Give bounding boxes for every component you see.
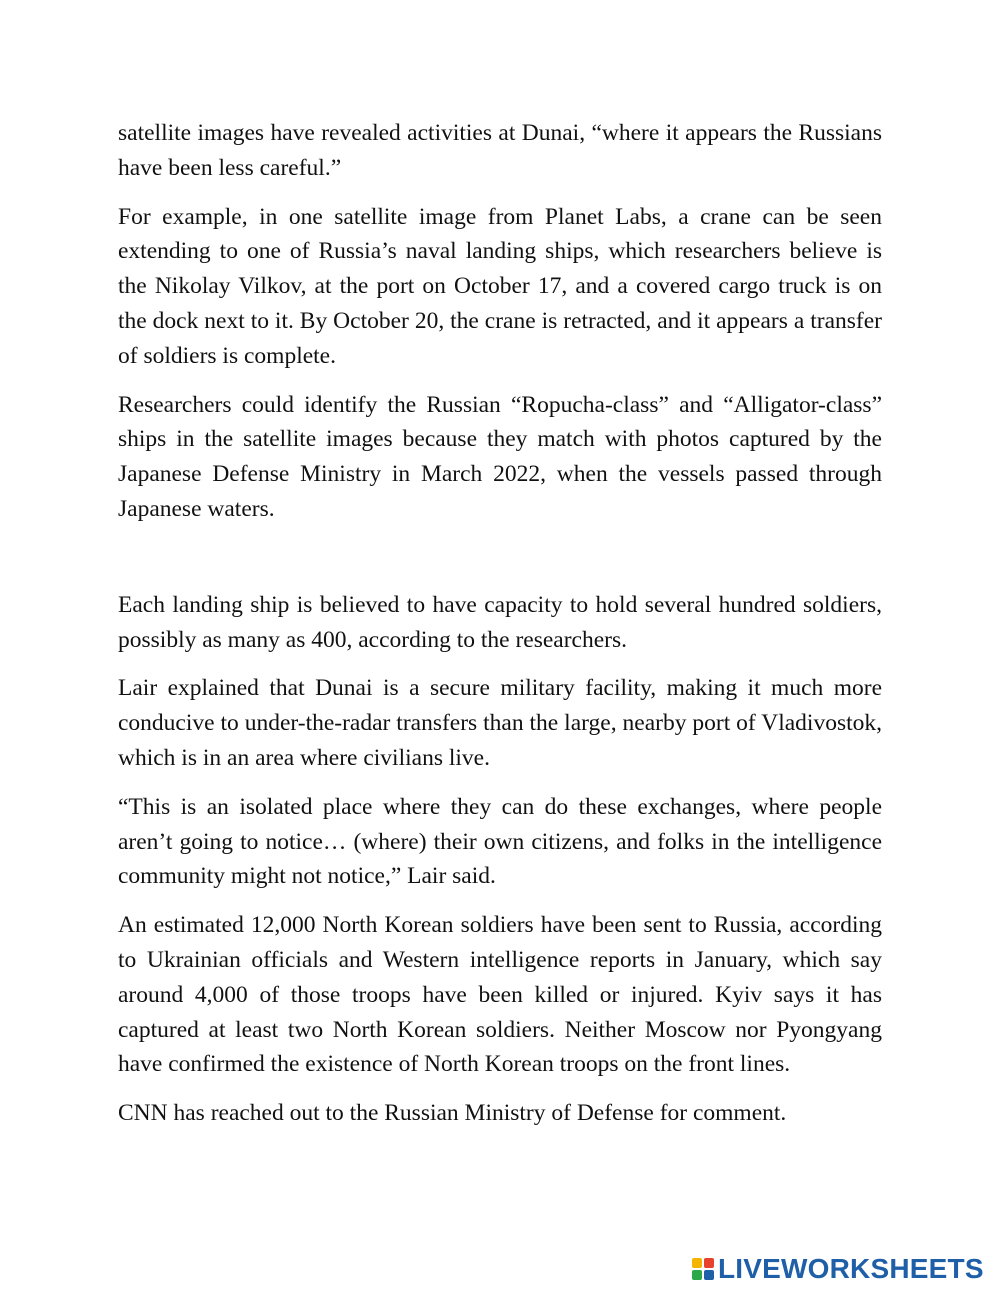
- logo-square-blue: [704, 1270, 714, 1280]
- paragraph: Lair explained that Dunai is a secure military facility, making it much more conducive to under-the-radar transfers than the large, nearby port of Vladivostok, which is in an area where civilians live.: [118, 675, 882, 771]
- section-gap: [118, 541, 882, 588]
- logo-square-green: [692, 1270, 702, 1280]
- paragraph: For example, in one satellite image from Planet Labs, a crane can be seen extending to one of Russia’s naval landing ships, which researchers believe is the Nikolay Vilkov, at the port on October 17, and a covered cargo truck is on the dock next to it. By October 20, the crane is retracted, and it appears a transfer of soldiers is complete.: [118, 203, 882, 369]
- paragraph: An estimated 12,000 North Korean soldiers have been sent to Russia, according to Ukrainian officials and Western intelligence reports in January, which say around 4,000 of those troops have been killed or injured. Kyiv says it has captured at least two North Korean soldiers. Neither Moscow nor Pyongyang have confirmed the existence of North Korean troops on the front lines.: [118, 912, 882, 1078]
- paragraph: satellite images have revealed activities at Dunai, “where it appears the Russians have been less careful.”: [118, 120, 882, 181]
- liveworksheets-logo-icon: [692, 1258, 714, 1280]
- logo-text: LIVEWORKSHEETS: [718, 1253, 984, 1284]
- paragraph: “This is an isolated place where they can do these exchanges, where people aren’t going to notice… (where) their own citizens, and folks in the intelligence community might not notice,” Lair said.: [118, 793, 882, 890]
- liveworksheets-logo[interactable]: [692, 1252, 984, 1286]
- paragraph: CNN has reached out to the Russian Ministry of Defense for comment.: [118, 1100, 787, 1127]
- logo-square-yellow: [692, 1258, 702, 1268]
- paragraph: Each landing ship is believed to have capacity to hold several hundred soldiers, possibly as many as 400, according to the researchers.: [118, 591, 882, 653]
- paragraph: Researchers could identify the Russian “Ropucha-class” and “Alligator-class” ships in the satellite images because they match with photos captured by the Japanese Defense Ministry in March 2022, when the vessels passed through Japanese waters.: [118, 391, 882, 522]
- document-page: [118, 116, 882, 1145]
- logo-square-red: [704, 1258, 714, 1268]
